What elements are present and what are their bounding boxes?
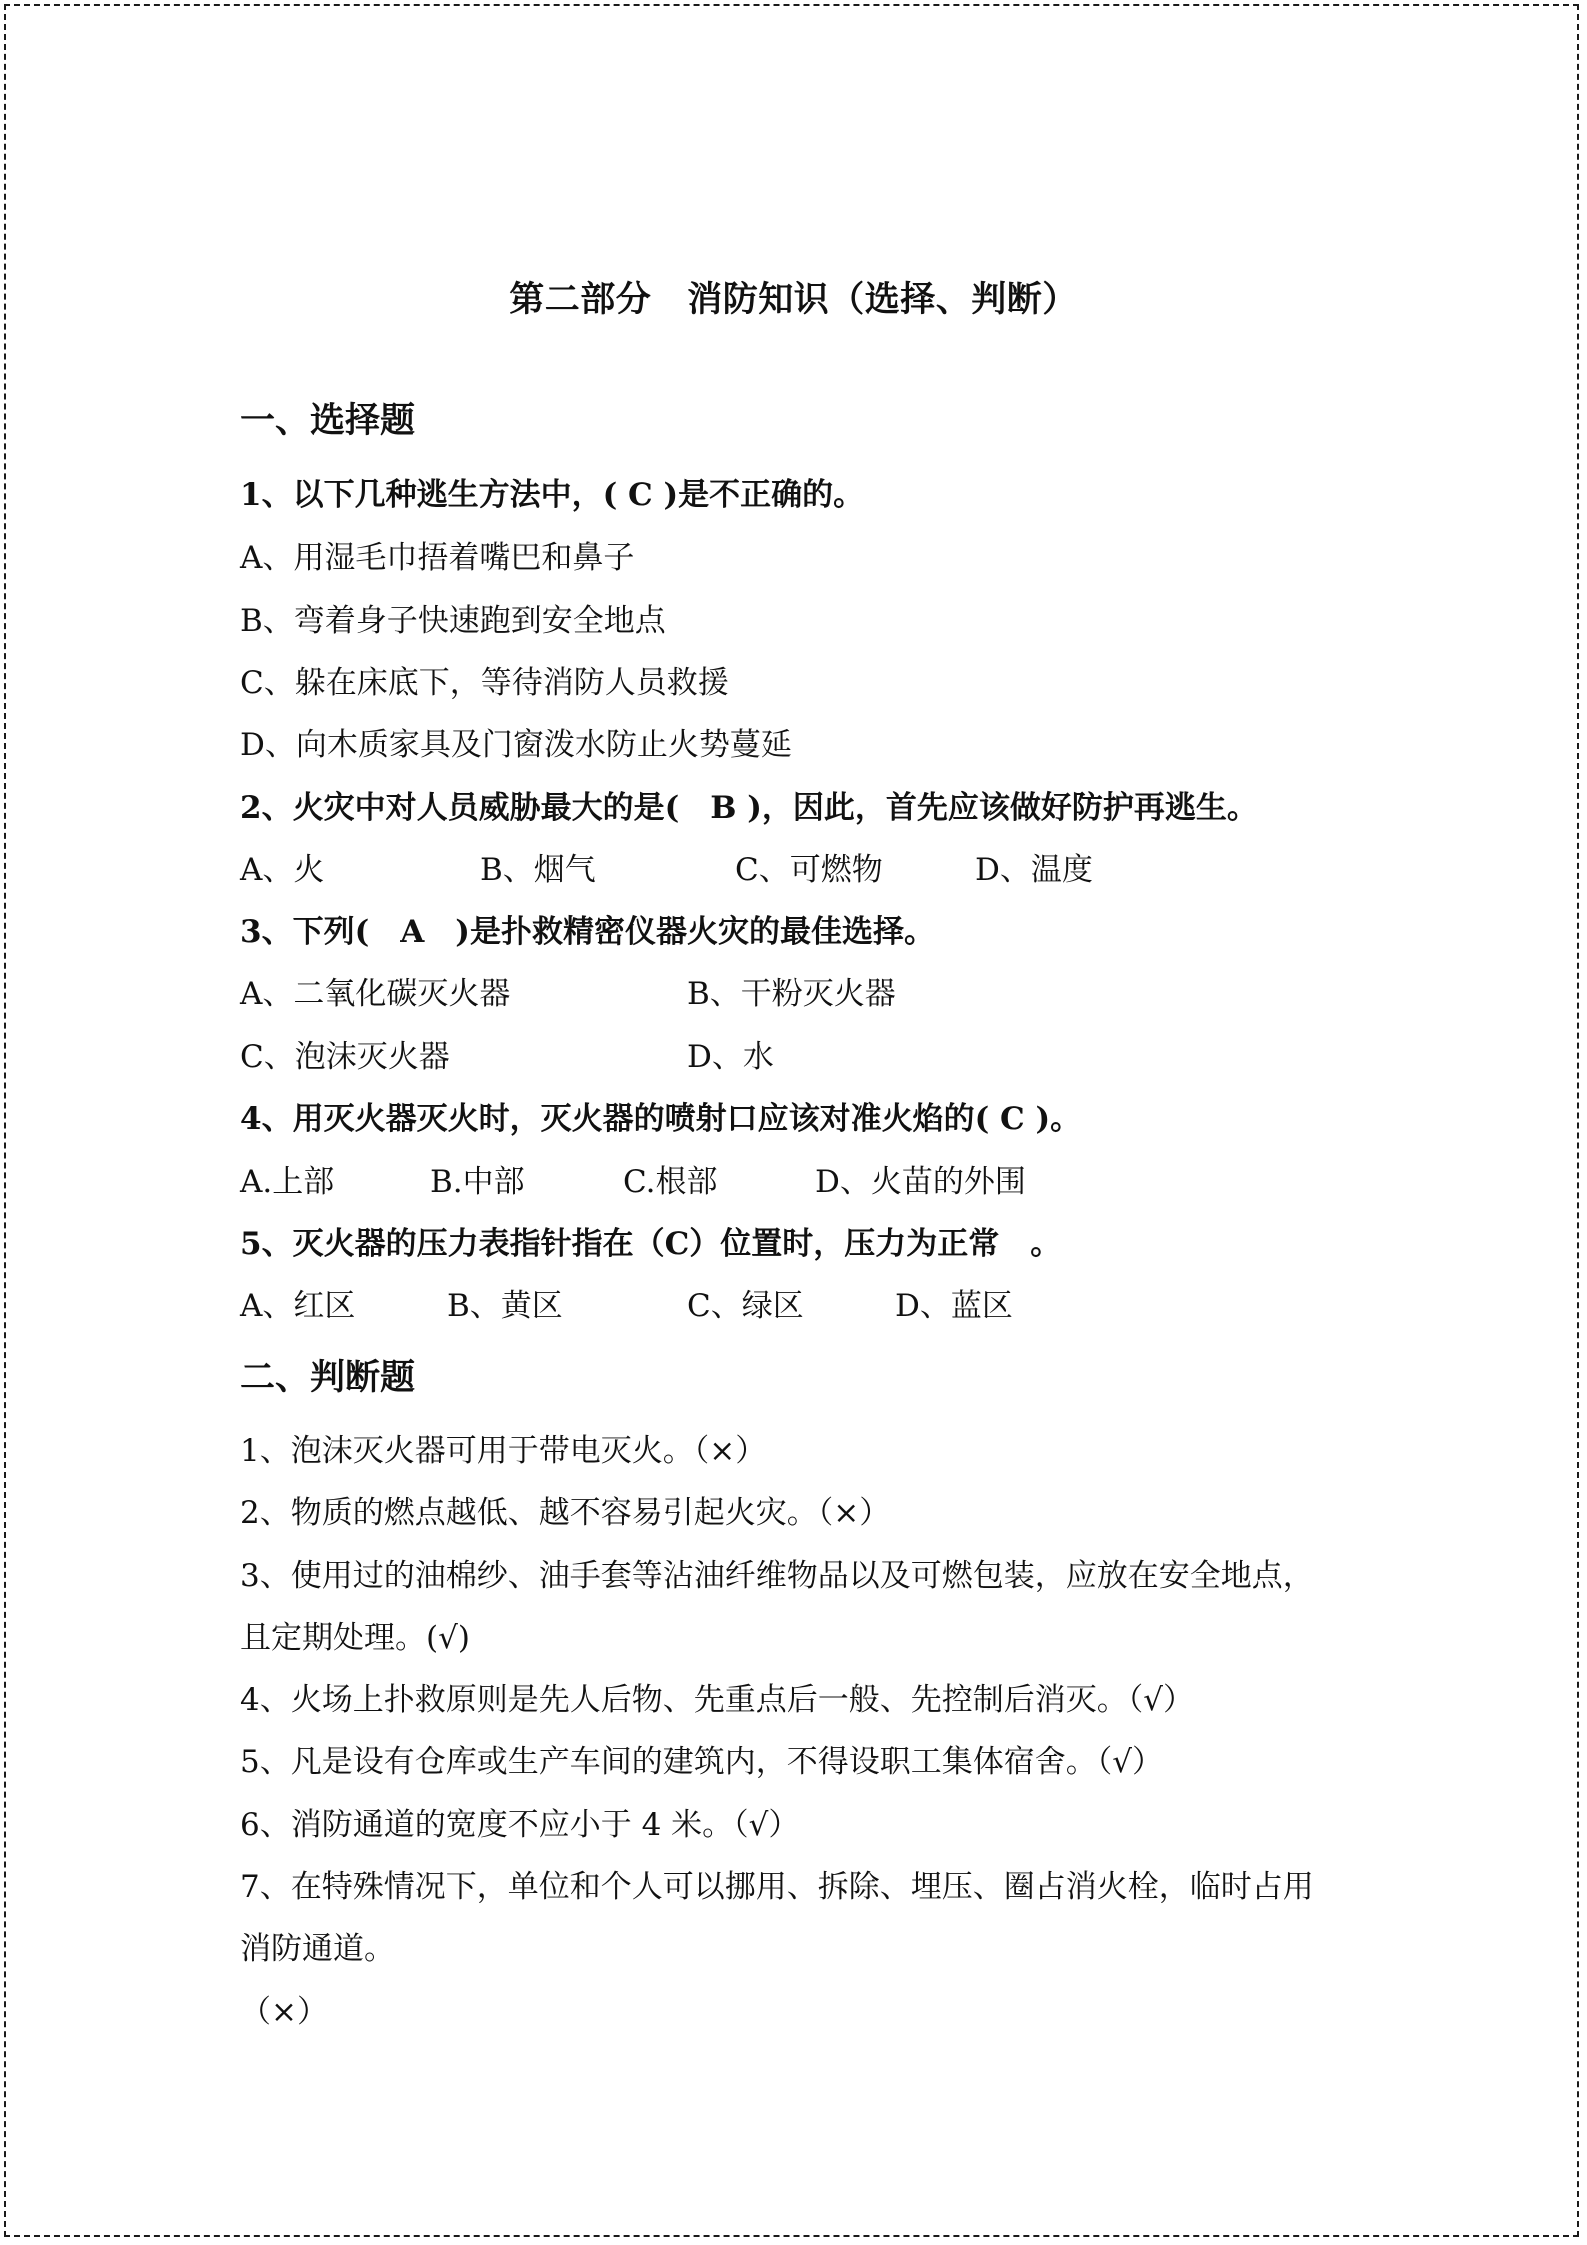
- question-2-option-c: C、可燃物: [735, 852, 883, 888]
- question-3-option-a: A、二氧化碳灭火器: [240, 976, 511, 1012]
- question-1-option-c: C、躲在床底下，等待消防人员救援: [240, 665, 729, 701]
- question-1-option-b: B、弯着身子快速跑到安全地点: [240, 603, 666, 639]
- judge-item-3-line2: 且定期处理。(√): [240, 1620, 470, 1656]
- question-5-stem: 5、灭火器的压力表指针指在（C）位置时，压力为正常 。: [240, 1226, 1062, 1262]
- judge-item-7-line1: 7、在特殊情况下，单位和个人可以挪用、拆除、埋压、圈占消火栓，临时占用: [240, 1869, 1314, 1905]
- judge-item-2: 2、物质的燃点越低、越不容易引起火灾。（×）: [240, 1495, 891, 1531]
- question-1-stem: 1、以下几种逃生方法中，( C )是不正确的。: [240, 477, 865, 513]
- judge-item-6: 6、消防通道的宽度不应小于 4 米。（√）: [240, 1807, 800, 1843]
- judge-item-3-line1: 3、使用过的油棉纱、油手套等沾油纤维物品以及可燃包装，应放在安全地点，: [240, 1558, 1314, 1594]
- question-3-option-b: B、干粉灭火器: [687, 976, 896, 1012]
- question-3-stem: 3、下列( A )是扑救精密仪器火灾的最佳选择。: [240, 914, 935, 950]
- judge-item-5: 5、凡是设有仓库或生产车间的建筑内，不得设职工集体宿舍。（√）: [240, 1744, 1163, 1780]
- page-title: [0, 272, 1587, 322]
- judge-item-7-answer: （×）: [240, 1994, 328, 2030]
- question-5-option-d: D、蓝区: [895, 1288, 1013, 1324]
- question-2-option-b: B、烟气: [480, 852, 596, 888]
- question-5-option-c: C、绿区: [687, 1288, 804, 1324]
- title-name: 消防知识（选择、判断）: [687, 279, 1078, 320]
- question-4-option-c: C.根部: [623, 1164, 718, 1200]
- judge-item-7-line2: 消防通道。: [240, 1931, 395, 1967]
- question-4-option-d: D、火苗的外围: [815, 1164, 1026, 1200]
- section-heading-choice: 一、选择题: [240, 400, 416, 441]
- judge-item-1: 1、泡沫灭火器可用于带电灭火。（×）: [240, 1433, 767, 1469]
- question-2-option-d: D、温度: [975, 852, 1093, 888]
- question-4-option-b: B.中部: [430, 1164, 525, 1200]
- question-1-option-d: D、向木质家具及门窗泼水防止火势蔓延: [240, 727, 792, 763]
- question-5-option-b: B、黄区: [447, 1288, 563, 1324]
- question-2-stem: 2、火灾中对人员威胁最大的是( B )，因此，首先应该做好防护再逃生。: [240, 790, 1258, 826]
- section-heading-judge: 二、判断题: [240, 1357, 416, 1398]
- question-2-option-a: A、火: [240, 852, 325, 888]
- judge-item-4: 4、火场上扑救原则是先人后物、先重点后一般、先控制后消灭。（√）: [240, 1682, 1194, 1718]
- question-5-option-a: A、红区: [240, 1288, 356, 1324]
- title-part: 第二部分: [509, 279, 652, 320]
- question-3-option-c: C、泡沫灭火器: [240, 1039, 450, 1075]
- question-3-option-d: D、水: [687, 1039, 774, 1075]
- question-1-option-a: A、用湿毛巾捂着嘴巴和鼻子: [240, 540, 635, 576]
- question-4-option-a: A.上部: [240, 1164, 335, 1200]
- question-4-stem: 4、用灭火器灭火时，灭火器的喷射口应该对准火焰的( C )。: [240, 1101, 1082, 1137]
